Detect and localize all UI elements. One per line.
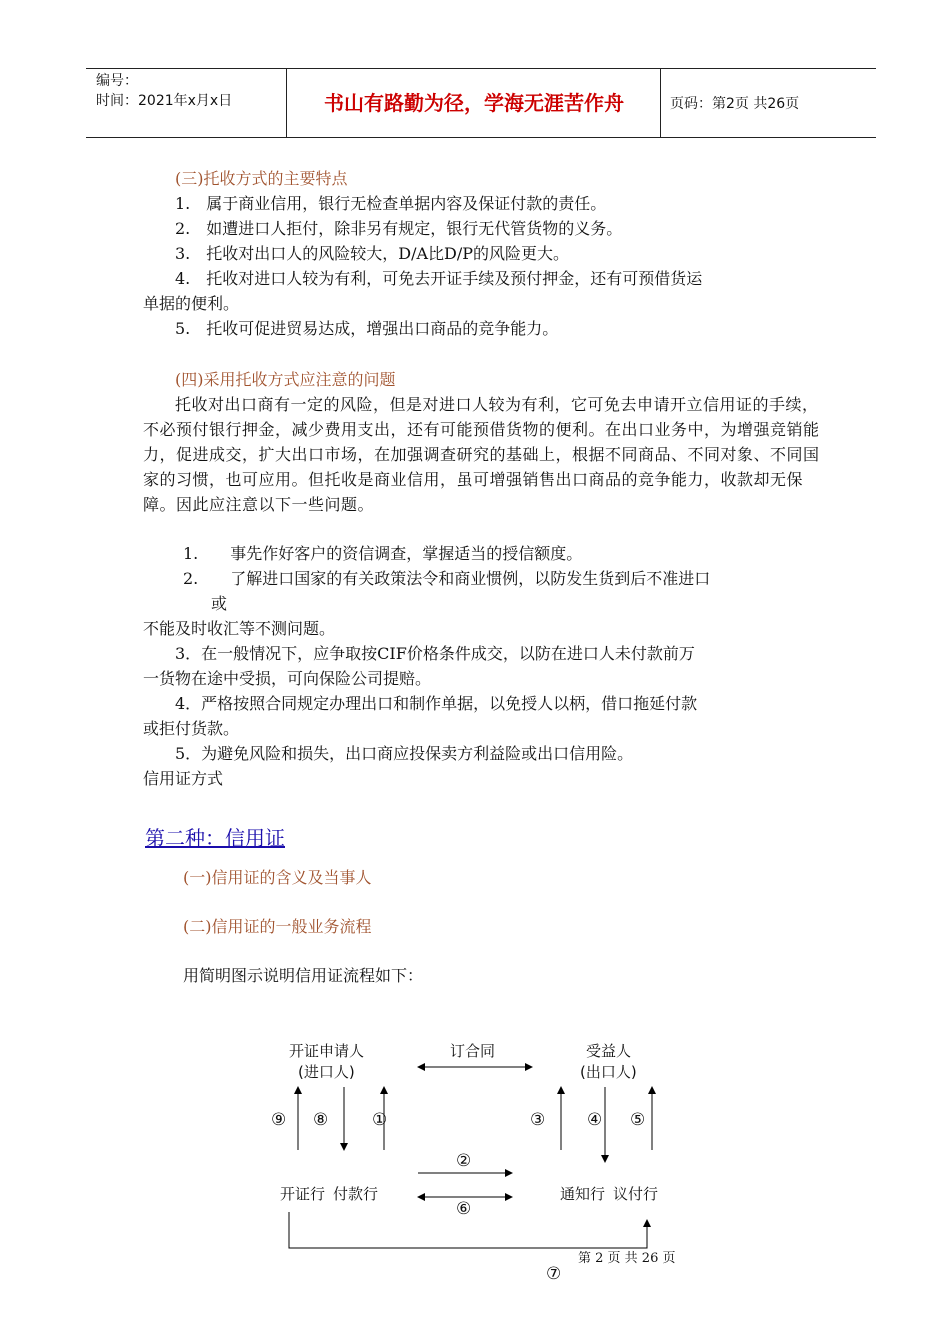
issuing-bank-label: 开证行 — [280, 1185, 326, 1203]
applicant-sub-label: (进口人) — [298, 1063, 355, 1081]
list-item: 5. 托收可促进贸易达成，增强出口商品的竞争能力。 — [175, 319, 559, 338]
list-item: 信用证方式 — [143, 769, 224, 788]
list-item: 不能及时收汇等不测问题。 — [143, 619, 336, 638]
section4-paragraph: 托收对出口商有一定的风险，但是对进口人较为有利，它可免去申请开立信用证的手续，不必预付银行押金，减少费用支出，还有可能预借货物的便利。在出口业务中，为增强竞销能力，促进成交，扩大出口市场，在加强调查研究的基础上，根据不同商品、不同对象、不同国家的习惯，也可应用。但托收是商业信用，虽可增强销售出口商品的竞争能力，收款却无保障。因此应注意以下一些问题。 — [143, 395, 820, 514]
list-item: 一货物在途中受损，可向保险公司提赔。 — [143, 669, 432, 688]
section3-title: (三)托收方式的主要特点 — [175, 169, 348, 188]
list-item: 或 — [211, 594, 228, 613]
contract-label: 订合同 — [450, 1042, 496, 1060]
step-6-marker: ⑥ — [456, 1199, 472, 1219]
page-footer: 第 2 页 共 26 页 — [578, 1251, 676, 1266]
list-item: 4．严格按照合同规定办理出口和制作单据，以免授人以柄，借口拖延付款 — [175, 694, 698, 713]
lc-heading-link[interactable]: 第二种：信用证 — [145, 826, 285, 850]
step-1-marker: ① — [372, 1110, 388, 1130]
lc-sub2: (二)信用证的一般业务流程 — [183, 917, 372, 936]
advising-bank-label: 通知行 — [560, 1185, 606, 1203]
beneficiary-label: 受益人 — [586, 1042, 632, 1060]
list-item: 3．在一般情况下，应争取按CIF价格条件成交，以防在进口人未付款前万 — [175, 644, 695, 663]
paying-bank-label: 付款行 — [333, 1185, 379, 1203]
list-item: 2. 了解进口国家的有关政策法令和商业惯例，以防发生货到后不准进口 — [183, 569, 711, 588]
list-item: 4. 托收对进口人较为有利，可免去开证手续及预付押金，还有可预借货运 — [175, 269, 703, 288]
applicant-label: 开证申请人 — [289, 1042, 365, 1060]
beneficiary-sub-label: (出口人) — [580, 1063, 637, 1081]
step-9-marker: ⑨ — [271, 1110, 287, 1130]
step-3-marker: ③ — [530, 1110, 546, 1130]
lc-intro: 用简明图示说明信用证流程如下： — [183, 966, 424, 985]
step-4-marker: ④ — [587, 1110, 603, 1130]
section4-title: (四)采用托收方式应注意的问题 — [175, 370, 396, 389]
list-item: 单据的便利。 — [143, 294, 240, 313]
list-item: 2. 如遭进口人拒付，除非另有规定，银行无代管货物的义务。 — [175, 219, 623, 238]
step-8-marker: ⑧ — [313, 1110, 329, 1130]
list-item: 5．为避免风险和损失，出口商应投保卖方利益险或出口信用险。 — [175, 744, 634, 763]
list-item: 或拒付货款。 — [143, 719, 240, 738]
list-item: 3. 托收对出口人的风险较大，D/A比D/P的风险更大。 — [175, 244, 570, 263]
doc-number-label: 编号： — [96, 73, 138, 89]
doc-time-label: 时间：2021年x月x日 — [96, 93, 233, 109]
step-5-marker: ⑤ — [630, 1110, 646, 1130]
header-page-info: 页码：第2页 共26页 — [670, 96, 800, 112]
step-7-marker: ⑦ — [546, 1264, 562, 1284]
lc-sub1: (一)信用证的含义及当事人 — [183, 868, 372, 887]
header-motto: 书山有路勤为径，学海无涯苦作舟 — [324, 91, 624, 115]
negotiating-bank-label: 议付行 — [613, 1185, 659, 1203]
list-item: 1. 事先作好客户的资信调查，掌握适当的授信额度。 — [183, 544, 583, 563]
list-item: 1. 属于商业信用，银行无检查单据内容及保证付款的责任。 — [175, 194, 607, 213]
step-2-marker: ② — [456, 1151, 472, 1171]
